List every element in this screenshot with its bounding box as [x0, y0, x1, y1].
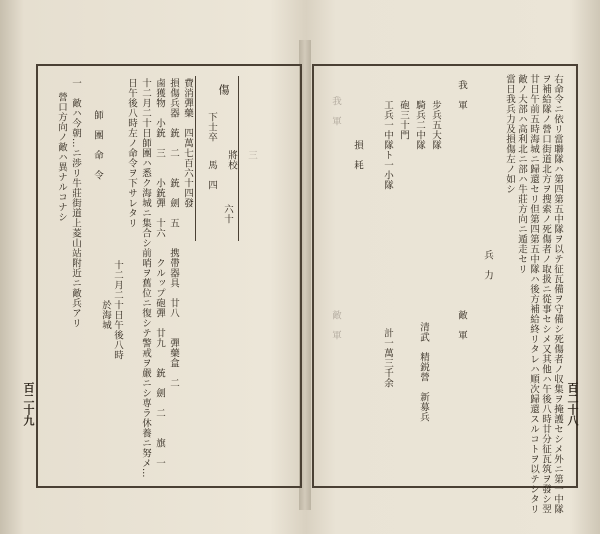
force-entry: 步兵五大隊: [430, 100, 441, 150]
force-entry: 砲三十門: [398, 100, 409, 140]
text-column: 日午後八時左ノ命令ヲ下サレタリ: [126, 78, 137, 228]
force-total: 計一萬三千余: [382, 328, 393, 388]
force-entry: 清武 精鋭營 新募兵: [418, 322, 429, 422]
order-title: 師 團 命 令: [92, 110, 103, 180]
subsection-heading: 敵 軍: [456, 310, 467, 340]
text-column: ヲ補給隊ノ營口街道北方ヲ搜索ノ死傷者ノ取扱ニ從事セシメ又其他ハ午後八時廿分征瓦筑ヲ發シ翌: [540, 74, 551, 514]
subsection-heading: 敵 軍: [330, 310, 341, 340]
text-column: 右命令ニ依リ當聯隊ハ第四第五中隊ヲ以テ征瓦備ヲ守備シ死傷者ノ収集ヲ掩護セシメ外ニ第一中隊: [552, 74, 563, 514]
text-column: 一 敵ハ今朝…ニ渉リ牛莊街道上菱山站附近ニ敵兵アリ: [70, 78, 81, 328]
casualty-value: 三: [246, 150, 257, 160]
force-entry: 騎兵二中隊: [414, 100, 425, 150]
section-heading: 損 耗: [352, 140, 363, 170]
table-rule: [238, 76, 239, 241]
force-entry: 工兵一中隊ト一小隊: [382, 100, 393, 190]
order-place: 於海城: [100, 300, 111, 330]
text-column: 營口方向ノ敵ハ異ナルコナシ: [56, 92, 67, 222]
casualty-header: 傷: [217, 84, 230, 96]
subsection-heading: 我 軍: [456, 80, 467, 110]
table-rule: [195, 76, 196, 241]
casualty-row-label: 馬 四: [206, 160, 217, 190]
text-column: 十二月二十日師團ハ悉ク海城ニ集合シ前哨ヲ舊位ニ復シテ警戒ヲ嚴ニシ専ラ休養ニ努メ…: [140, 78, 151, 478]
text-column: 敵ノ大部ハ高利北ニ部ハ牛莊方向ニ遁走セリ: [516, 74, 527, 274]
casualty-value: 六十: [222, 204, 233, 224]
subsection-heading: 我 軍: [330, 96, 341, 126]
text-column: 廿日午前五時海城ニ歸還セリ但第四第五中隊ハ後方補給終リタレハ順次歸還スルコトヲ以テシタリ: [528, 74, 539, 514]
text-column: 鹵獲物 小銃 三 小銃彈 十六 クルップ砲彈 廿九 銃 劍 二 旗 一: [154, 78, 165, 468]
text-column: 費消彈藥 四萬七百六十四發: [182, 78, 193, 208]
right-page-number: 百二十八: [566, 382, 579, 426]
text-column: 當日我兵力及損傷左ノ如シ: [504, 74, 515, 194]
casualty-row-label: 下士卒: [206, 112, 217, 142]
casualty-col-label: 將校: [226, 150, 237, 170]
order-date: 十二月二十日午後八時: [112, 260, 123, 360]
text-column: 損傷兵器 銃 二 銃 劍 五 携帶器具 廿八 彈藥盒 二: [168, 78, 179, 388]
left-page-number: 百二十九: [22, 382, 35, 426]
section-heading: 兵 力: [482, 250, 493, 280]
